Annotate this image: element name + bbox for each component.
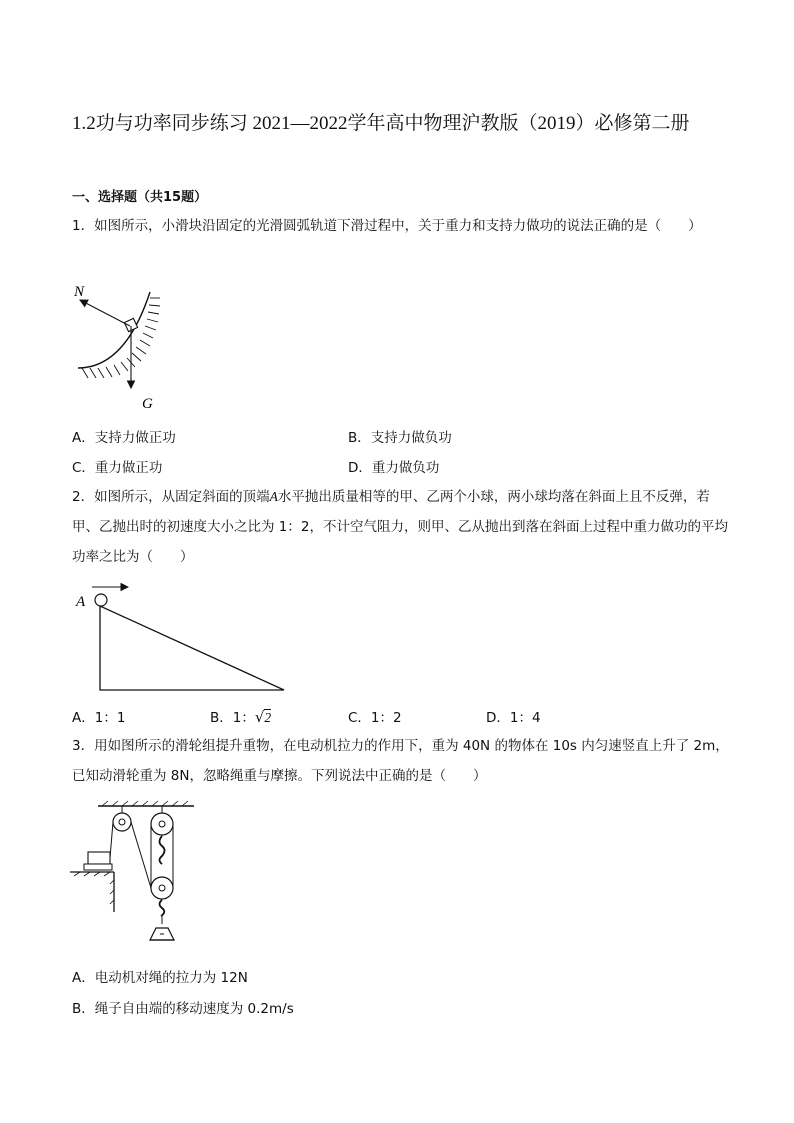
section-heading: 一、选择题（共15题） — [72, 190, 208, 205]
label-g: G — [142, 396, 153, 412]
q1-option-d: D．重力做负功 — [348, 460, 440, 476]
q3-option-b: B．绳子自由端的移动速度为 0.2m/s — [72, 1001, 294, 1017]
question-3-figure — [70, 800, 200, 950]
question-3-stem: 3．用如图所示的滑轮组提升重物，在电动机拉力的作用下，重为 40N 的物体在 10s 内匀速竖直上升了 2m，已知动滑轮重为 8N，忽略绳重与摩擦。下列说法中正确的是（ ） — [72, 738, 729, 784]
ball — [95, 594, 107, 606]
q2-stem-part-b: 水平抛出质量相等的甲、乙两个小球，两小球均落在斜面上且不反弹，若甲、乙抛出时的初速度大小之比为 1：2，不计空气阻力，则甲、乙从抛出到落在斜面上过程中重力做功的平均功率之比为（ ） — [72, 489, 728, 565]
q2-option-c: C．1：2 — [348, 710, 402, 726]
q2-option-d: D．1：4 — [486, 710, 541, 726]
q2-option-a: A．1：1 — [72, 710, 126, 726]
motor — [88, 852, 110, 864]
ledge-hatching — [74, 872, 114, 904]
q2-option-b-label: B．1： — [210, 710, 255, 726]
sqrt-radical: √2 — [254, 708, 272, 726]
normal-force-arrow — [80, 300, 130, 326]
question-1-stem: 1．如图所示，小滑块沿固定的光滑圆弧轨道下滑过程中，关于重力和支持力做功的说法正确的是（ ） — [72, 218, 702, 234]
q3-option-a: A．电动机对绳的拉力为 12N — [72, 970, 248, 986]
question-2-figure — [74, 580, 294, 696]
label-n: N — [74, 284, 85, 300]
sqrt-radicand: 2 — [264, 710, 272, 725]
page-title: 1.2功与功率同步练习 2021—2022学年高中物理沪教版（2019）必修第二册 — [72, 113, 690, 134]
incline — [100, 606, 284, 690]
arc-track — [78, 292, 150, 368]
question-2-stem — [72, 482, 732, 572]
q2-stem-part-a: 2．如图所示，从固定斜面的顶端 — [72, 489, 270, 505]
q1-option-a: A．支持力做正功 — [72, 430, 176, 446]
q1-option-b: B．支持力做负功 — [348, 430, 452, 446]
q2-stem-var: A — [269, 489, 278, 504]
question-1-figure — [70, 280, 180, 412]
q2-option-b — [210, 706, 271, 726]
label-a: A — [76, 594, 86, 610]
q1-option-c: C．重力做正功 — [72, 460, 163, 476]
